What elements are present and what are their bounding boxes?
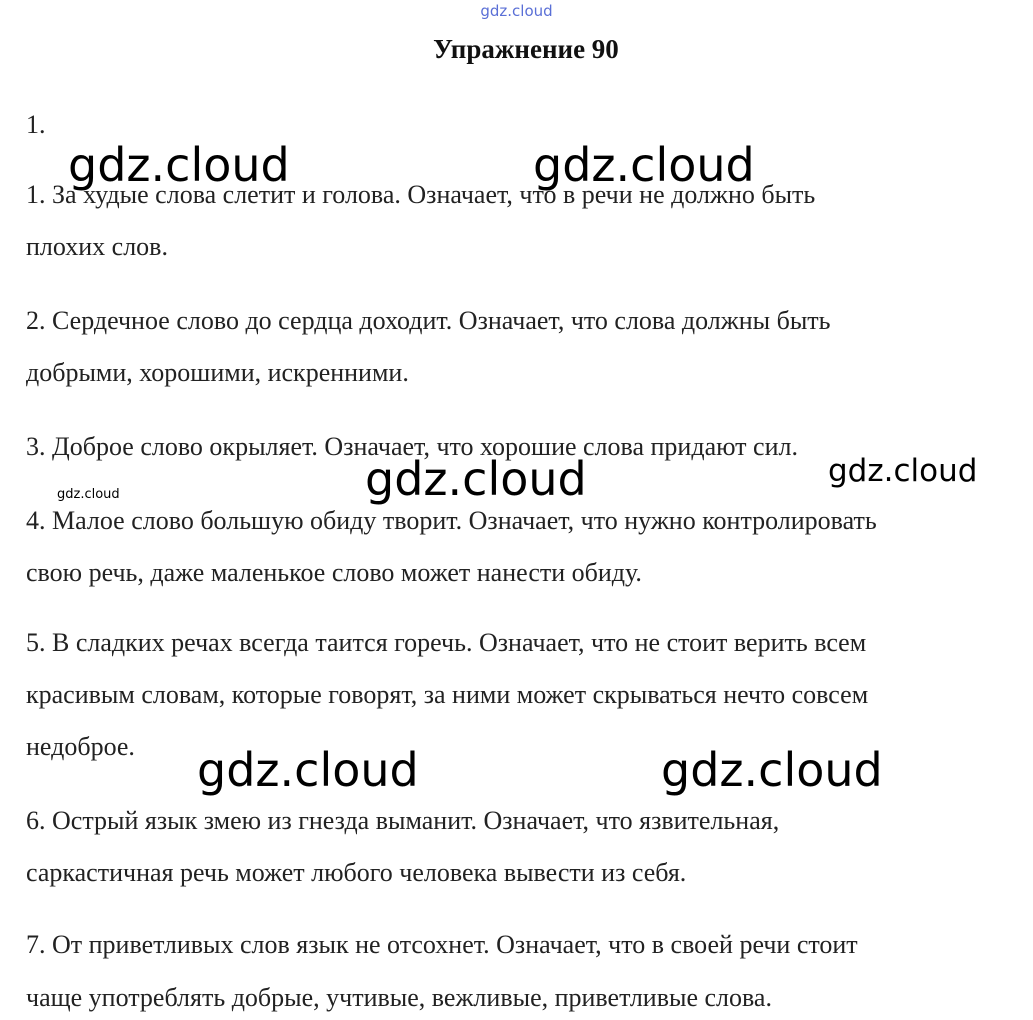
text-line: плохих слов. — [26, 232, 168, 261]
watermark: gdz.cloud — [197, 743, 419, 797]
text-line: саркастичная речь может любого человека вывести из себя. — [26, 858, 687, 887]
site-mark: gdz.cloud — [480, 2, 553, 20]
text-line: 1. За худые слова слетит и голова. Означает, что в речи не должно быть — [26, 180, 816, 209]
text-line: 6. Острый язык змею из гнезда выманит. Означает, что язвительная, — [26, 806, 780, 835]
text-line: 7. От приветливых слов язык не отсохнет. Означает, что в своей речи стоит — [26, 930, 858, 959]
text-line: чаще употреблять добрые, учтивые, вежливые, приветливые слова. — [26, 983, 772, 1012]
watermark: gdz.cloud — [661, 743, 883, 797]
page-title: Упражнение 90 — [433, 34, 619, 64]
watermark: gdz.cloud — [533, 138, 755, 192]
list-number: 1. — [26, 110, 46, 139]
text-line: 5. В сладких речах всегда таится горечь. Означает, что не стоит верить всем — [26, 628, 867, 657]
text-line: 2. Сердечное слово до сердца доходит. Означает, что слова должны быть — [26, 306, 831, 335]
text-line: 3. Доброе слово окрыляет. Означает, что хорошие слова придают сил. — [26, 432, 798, 461]
watermark: gdz.cloud — [828, 453, 978, 489]
watermark: gdz.cloud — [68, 138, 290, 192]
text-line: недоброе. — [26, 732, 135, 761]
watermark: gdz.cloud — [57, 487, 120, 502]
text-line: свою речь, даже маленькое слово может нанести обиду. — [26, 558, 642, 587]
text-line: красивым словам, которые говорят, за ними может скрываться нечто совсем — [26, 680, 869, 709]
text-line: 4. Малое слово большую обиду творит. Означает, что нужно контролировать — [26, 506, 877, 535]
text-line: добрыми, хорошими, искренними. — [26, 358, 409, 387]
watermark: gdz.cloud — [365, 452, 587, 506]
